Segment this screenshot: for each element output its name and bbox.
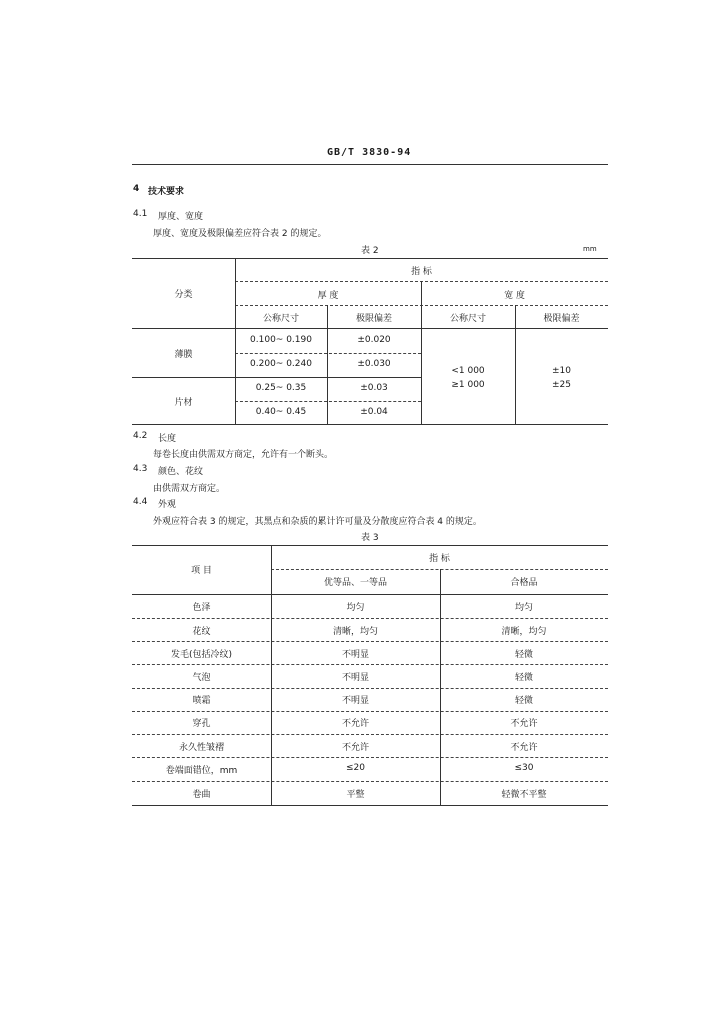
section-4-3-title: 颜色、花纹 [158, 467, 204, 477]
table2-header-nominal-width: 公称尺寸 [449, 314, 486, 324]
table2-header-category: 分类 [174, 290, 193, 300]
table2-cell-thickness: 0.200~ 0.240 [250, 359, 312, 369]
section-4-number: 4 [133, 184, 140, 194]
table3-cell-grade-a: 不明显 [341, 696, 369, 706]
section-4-2-title: 长度 [158, 434, 177, 444]
table2-header-index: 指 标 [411, 267, 432, 277]
section-4-3-number: 4.3 [133, 464, 148, 474]
table3-cell-item: 穿孔 [192, 719, 211, 729]
section-4-2-number: 4.2 [133, 431, 148, 441]
table3-cell-grade-a: 清晰，均匀 [332, 627, 378, 637]
table3-rule [132, 664, 608, 665]
table2-header-nominal-thickness: 公称尺寸 [262, 314, 299, 324]
section-4-title: 技术要求 [148, 187, 185, 197]
table3-cell-item: 发毛(包括冷纹) [170, 650, 233, 660]
table3-cell-item: 卷端面错位，mm [165, 766, 238, 776]
table3-cell-grade-a: 不允许 [341, 743, 369, 753]
table3-header-grade-a: 优等品、一等品 [323, 578, 387, 588]
table3-rule [132, 618, 608, 619]
table3-cell-grade-b: 轻微 [514, 673, 533, 683]
table2-cell-thickness: 0.25~ 0.35 [255, 383, 307, 393]
table3-cell-grade-b: 清晰，均匀 [501, 627, 547, 637]
table3-cell-grade-b: 轻微不平整 [501, 790, 547, 800]
table3-cell-item: 卷曲 [192, 790, 211, 800]
table2-width-tolerance-1: ±10 [552, 366, 571, 376]
section-4-4-title: 外观 [158, 500, 177, 510]
table3-cell-grade-a: 均匀 [346, 603, 365, 613]
table2-rule [235, 401, 421, 402]
table2-top-rule [132, 258, 608, 259]
table3-cell-item: 喷霜 [192, 696, 211, 706]
table3-rule [132, 711, 608, 712]
section-4-4-body: 外观应符合表 3 的规定，其黑点和杂质的累计许可量及分散度应符合表 4 的规定。 [153, 517, 482, 527]
table2-cell-tolerance: ±0.03 [360, 383, 388, 393]
table3-cell-grade-a: ≤20 [346, 763, 365, 773]
table3-cell-grade-b: 轻微 [514, 696, 533, 706]
table2-cell-tolerance: ±0.020 [357, 335, 391, 345]
table2-bottom-rule [132, 424, 608, 425]
table3-rule [132, 734, 608, 735]
table2-category-film: 薄膜 [174, 350, 193, 360]
table2-width-tolerance-2: ±25 [552, 380, 571, 390]
table2-width-nominal-2: ≥1 000 [451, 380, 485, 390]
section-4-3-body: 由供需双方商定。 [153, 484, 226, 494]
table3-rule [132, 641, 608, 642]
table3-rule [132, 757, 608, 758]
standard-code: GB/T 3830-94 [327, 147, 412, 158]
table3-cell-grade-b: 不允许 [510, 743, 538, 753]
table3-top-rule [132, 545, 608, 546]
table3-rule [132, 688, 608, 689]
table2-header-tolerance-thickness: 极限偏差 [355, 314, 392, 324]
table3-cell-grade-a: 不明显 [341, 673, 369, 683]
section-4-1-title: 厚度、宽度 [158, 212, 204, 222]
table2-header-thickness: 厚 度 [317, 291, 339, 301]
table3-cell-grade-b: 均匀 [514, 603, 533, 613]
table2-rule [132, 377, 421, 378]
table3-header-rule [132, 594, 608, 595]
table3-cell-grade-b: 轻微 [514, 650, 533, 660]
table2-category-sheet: 片材 [174, 398, 193, 408]
table2-caption: 表 2 [361, 246, 379, 256]
table3-caption: 表 3 [361, 533, 379, 543]
table3-cell-grade-a: 不允许 [341, 719, 369, 729]
table3-cell-item: 气泡 [192, 673, 211, 683]
section-4-4-number: 4.4 [133, 497, 148, 507]
section-4-2-body: 每卷长度由供需双方商定，允许有一个断头。 [153, 450, 334, 460]
table3-cell-grade-a: 平整 [346, 790, 365, 800]
table2-header-width: 宽 度 [504, 291, 525, 301]
table3-cell-grade-a: 不明显 [341, 650, 369, 660]
table2-rule [235, 353, 421, 354]
table2-header-rule [132, 328, 608, 329]
table3-cell-item: 永久性皱褶 [178, 743, 224, 753]
table2-cell-tolerance: ±0.04 [360, 407, 388, 417]
table2-cell-thickness: 0.100~ 0.190 [250, 335, 312, 345]
table3-cell-item: 花纹 [192, 627, 211, 637]
table2-unit: mm [583, 245, 597, 253]
table2-cell-tolerance: ±0.030 [357, 359, 391, 369]
table2-width-nominal-1: <1 000 [451, 366, 485, 376]
table2-col-rule [421, 281, 422, 424]
section-4-1-body: 厚度、宽度及极限偏差应符合表 2 的规定。 [153, 229, 327, 239]
table3-header-index: 指 标 [429, 554, 450, 564]
table3-rule [132, 781, 608, 782]
table3-cell-item: 色泽 [192, 603, 211, 613]
table3-bottom-rule [132, 805, 608, 806]
table3-header-item: 项 目 [191, 566, 212, 576]
header-rule [132, 164, 608, 165]
table3-header-grade-b: 合格品 [510, 578, 538, 588]
section-4-1-number: 4.1 [133, 209, 148, 219]
table3-cell-grade-b: ≤30 [514, 763, 534, 773]
table2-cell-thickness: 0.40~ 0.45 [255, 407, 307, 417]
table3-cell-grade-b: 不允许 [510, 719, 538, 729]
table2-header-tolerance-width: 极限偏差 [543, 314, 580, 324]
